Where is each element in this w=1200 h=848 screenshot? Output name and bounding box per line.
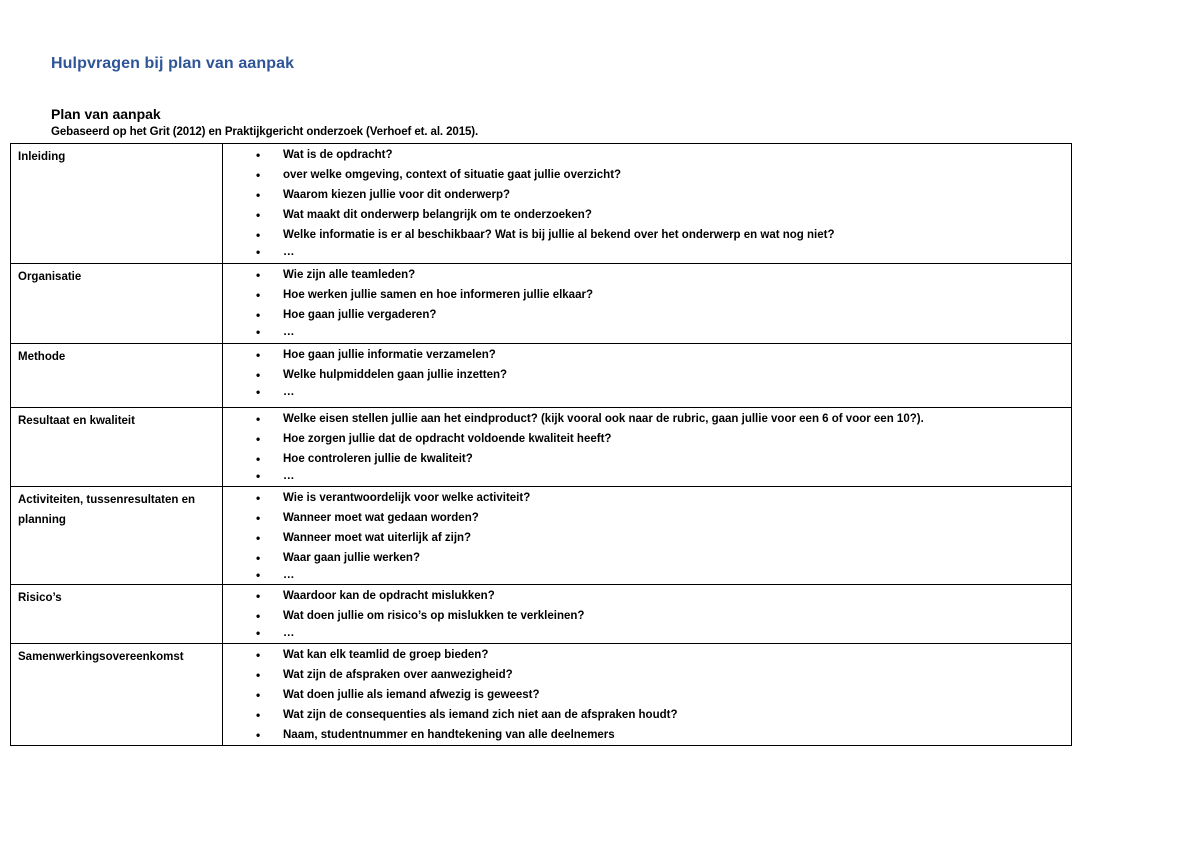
bullet-icon: • — [256, 469, 261, 483]
table-row — [11, 585, 1072, 644]
bullet-icon: • — [256, 208, 261, 222]
question-item — [223, 265, 1071, 285]
bullet-icon: • — [256, 551, 261, 565]
question-item — [223, 645, 1071, 665]
bullet-icon: • — [256, 308, 261, 322]
question-text: Welke hulpmiddelen gaan jullie inzetten? — [283, 369, 508, 381]
row-questions-cell — [223, 487, 1072, 585]
question-item — [223, 488, 1071, 508]
question-item — [223, 606, 1071, 626]
bullet-icon: • — [256, 589, 261, 603]
question-text: over welke omgeving, context of situatie gaat jullie overzicht? — [283, 169, 622, 181]
bullet-icon: • — [256, 368, 261, 382]
bullet-icon: • — [256, 268, 261, 282]
question-item — [223, 665, 1071, 685]
row-questions-cell — [223, 644, 1072, 746]
bullet-icon: • — [256, 452, 261, 466]
question-item — [223, 528, 1071, 548]
bullet-icon: • — [256, 188, 261, 202]
row-questions-cell — [223, 344, 1072, 408]
question-item — [223, 285, 1071, 305]
bullet-icon: • — [256, 609, 261, 623]
table-row — [11, 144, 1072, 264]
row-topic-cell — [11, 264, 223, 344]
bullet-icon: • — [256, 288, 261, 302]
question-text: Wanneer moet wat gedaan worden? — [283, 512, 479, 524]
question-text: … — [283, 569, 295, 581]
question-item — [223, 365, 1071, 385]
row-topic-cell — [11, 344, 223, 408]
bullet-icon: • — [256, 245, 261, 259]
question-text: Hoe werken jullie samen en hoe informeren jullie elkaar? — [283, 289, 593, 301]
question-text: Hoe controleren jullie de kwaliteit? — [283, 453, 473, 465]
question-text: Wat kan elk teamlid de groep bieden? — [283, 649, 489, 661]
bullet-icon: • — [256, 728, 261, 742]
question-list — [223, 345, 1071, 400]
question-text: Hoe gaan jullie informatie verzamelen? — [283, 349, 496, 361]
question-text: Wat maakt dit onderwerp belangrijk om te onderzoeken? — [283, 209, 592, 221]
row-questions-cell — [223, 585, 1072, 644]
section-title: Plan van aanpak — [51, 106, 161, 122]
question-text: Naam, studentnummer en handtekening van alle deelnemers — [283, 729, 615, 741]
question-list — [223, 645, 1071, 745]
question-list — [223, 488, 1071, 583]
question-list — [223, 586, 1071, 641]
bullet-icon: • — [256, 648, 261, 662]
question-item — [223, 205, 1071, 225]
bullet-icon: • — [256, 568, 261, 582]
table-row — [11, 644, 1072, 746]
question-text: Wat zijn de consequenties als iemand zich niet aan de afspraken houdt? — [283, 709, 678, 721]
row-topic: Methode — [18, 351, 66, 363]
question-item — [223, 568, 1071, 583]
table-row — [11, 344, 1072, 408]
question-item — [223, 409, 1071, 429]
question-item — [223, 586, 1071, 606]
question-text: Hoe gaan jullie vergaderen? — [283, 309, 437, 321]
question-text: … — [283, 386, 295, 398]
bullet-icon: • — [256, 168, 261, 182]
question-text: Wat doen jullie om risico’s op mislukken te verkleinen? — [283, 610, 585, 622]
question-item — [223, 469, 1071, 484]
question-item — [223, 165, 1071, 185]
row-topic-cell — [11, 487, 223, 585]
row-topic-cell — [11, 585, 223, 644]
bullet-icon: • — [256, 228, 261, 242]
document-title: Hulpvragen bij plan van aanpak — [51, 55, 295, 72]
question-text: Wie zijn alle teamleden? — [283, 269, 416, 281]
row-questions-cell — [223, 144, 1072, 264]
bullet-icon: • — [256, 148, 261, 162]
row-topic: Activiteiten, tussenresultaten en planning — [18, 494, 196, 526]
question-text: Hoe zorgen jullie dat de opdracht voldoende kwaliteit heeft? — [283, 433, 612, 445]
question-text: … — [283, 246, 295, 258]
question-text: Waardoor kan de opdracht mislukken? — [283, 590, 495, 602]
question-item — [223, 705, 1071, 725]
table-row — [11, 264, 1072, 344]
row-topic-cell — [11, 144, 223, 264]
question-text: Wat doen jullie als iemand afwezig is geweest? — [283, 689, 540, 701]
question-text: … — [283, 470, 295, 482]
question-item — [223, 305, 1071, 325]
row-topic: Resultaat en kwaliteit — [18, 415, 135, 427]
bullet-icon: • — [256, 511, 261, 525]
question-text: Wat is de opdracht? — [283, 149, 393, 161]
bullet-icon: • — [256, 708, 261, 722]
row-questions-cell — [223, 408, 1072, 487]
question-list — [223, 145, 1071, 260]
row-questions-cell — [223, 264, 1072, 344]
question-item — [223, 685, 1071, 705]
row-topic: Organisatie — [18, 271, 82, 283]
bullet-icon: • — [256, 688, 261, 702]
question-item — [223, 185, 1071, 205]
row-topic: Inleiding — [18, 151, 66, 163]
question-text: Wanneer moet wat uiterlijk af zijn? — [283, 532, 472, 544]
bullet-icon: • — [256, 626, 261, 640]
question-item — [223, 245, 1071, 260]
row-topic: Risico’s — [18, 592, 62, 604]
question-list — [223, 265, 1071, 340]
question-text: Wie is verantwoordelijk voor welke activiteit? — [283, 492, 531, 504]
question-item — [223, 548, 1071, 568]
question-item — [223, 429, 1071, 449]
question-item — [223, 325, 1071, 340]
question-item — [223, 345, 1071, 365]
table-row — [11, 487, 1072, 585]
bullet-icon: • — [256, 348, 261, 362]
question-text: … — [283, 326, 295, 338]
bullet-icon: • — [256, 325, 261, 339]
question-item — [223, 385, 1071, 400]
question-text: Welke informatie is er al beschikbaar? Wat is bij jullie al bekend over het onderwerp en wat nog niet? — [283, 229, 835, 241]
question-item — [223, 225, 1071, 245]
bullet-icon: • — [256, 432, 261, 446]
table-row — [11, 408, 1072, 487]
question-item — [223, 725, 1071, 745]
question-item — [223, 626, 1071, 641]
question-text: Welke eisen stellen jullie aan het eindproduct? (kijk vooral ook naar de rubric, gaan jullie voor een 6 of voor een 10?). — [283, 413, 924, 425]
question-text: Waarom kiezen jullie voor dit onderwerp? — [283, 189, 511, 201]
question-item — [223, 449, 1071, 469]
question-item — [223, 508, 1071, 528]
source-reference: Gebaseerd op het Grit (2012) en Praktijkgericht onderzoek (Verhoef et. al. 2015). — [51, 126, 479, 138]
bullet-icon: • — [256, 531, 261, 545]
row-topic-cell — [11, 408, 223, 487]
row-topic: Samenwerkingsovereenkomst — [18, 651, 184, 663]
question-text: Waar gaan jullie werken? — [283, 552, 420, 564]
question-text: Wat zijn de afspraken over aanwezigheid? — [283, 669, 513, 681]
question-text: … — [283, 627, 295, 639]
bullet-icon: • — [256, 412, 261, 426]
bullet-icon: • — [256, 491, 261, 505]
row-topic-cell — [11, 644, 223, 746]
bullet-icon: • — [256, 668, 261, 682]
bullet-icon: • — [256, 385, 261, 399]
question-list — [223, 409, 1071, 484]
plan-table — [10, 143, 1072, 746]
question-item — [223, 145, 1071, 165]
